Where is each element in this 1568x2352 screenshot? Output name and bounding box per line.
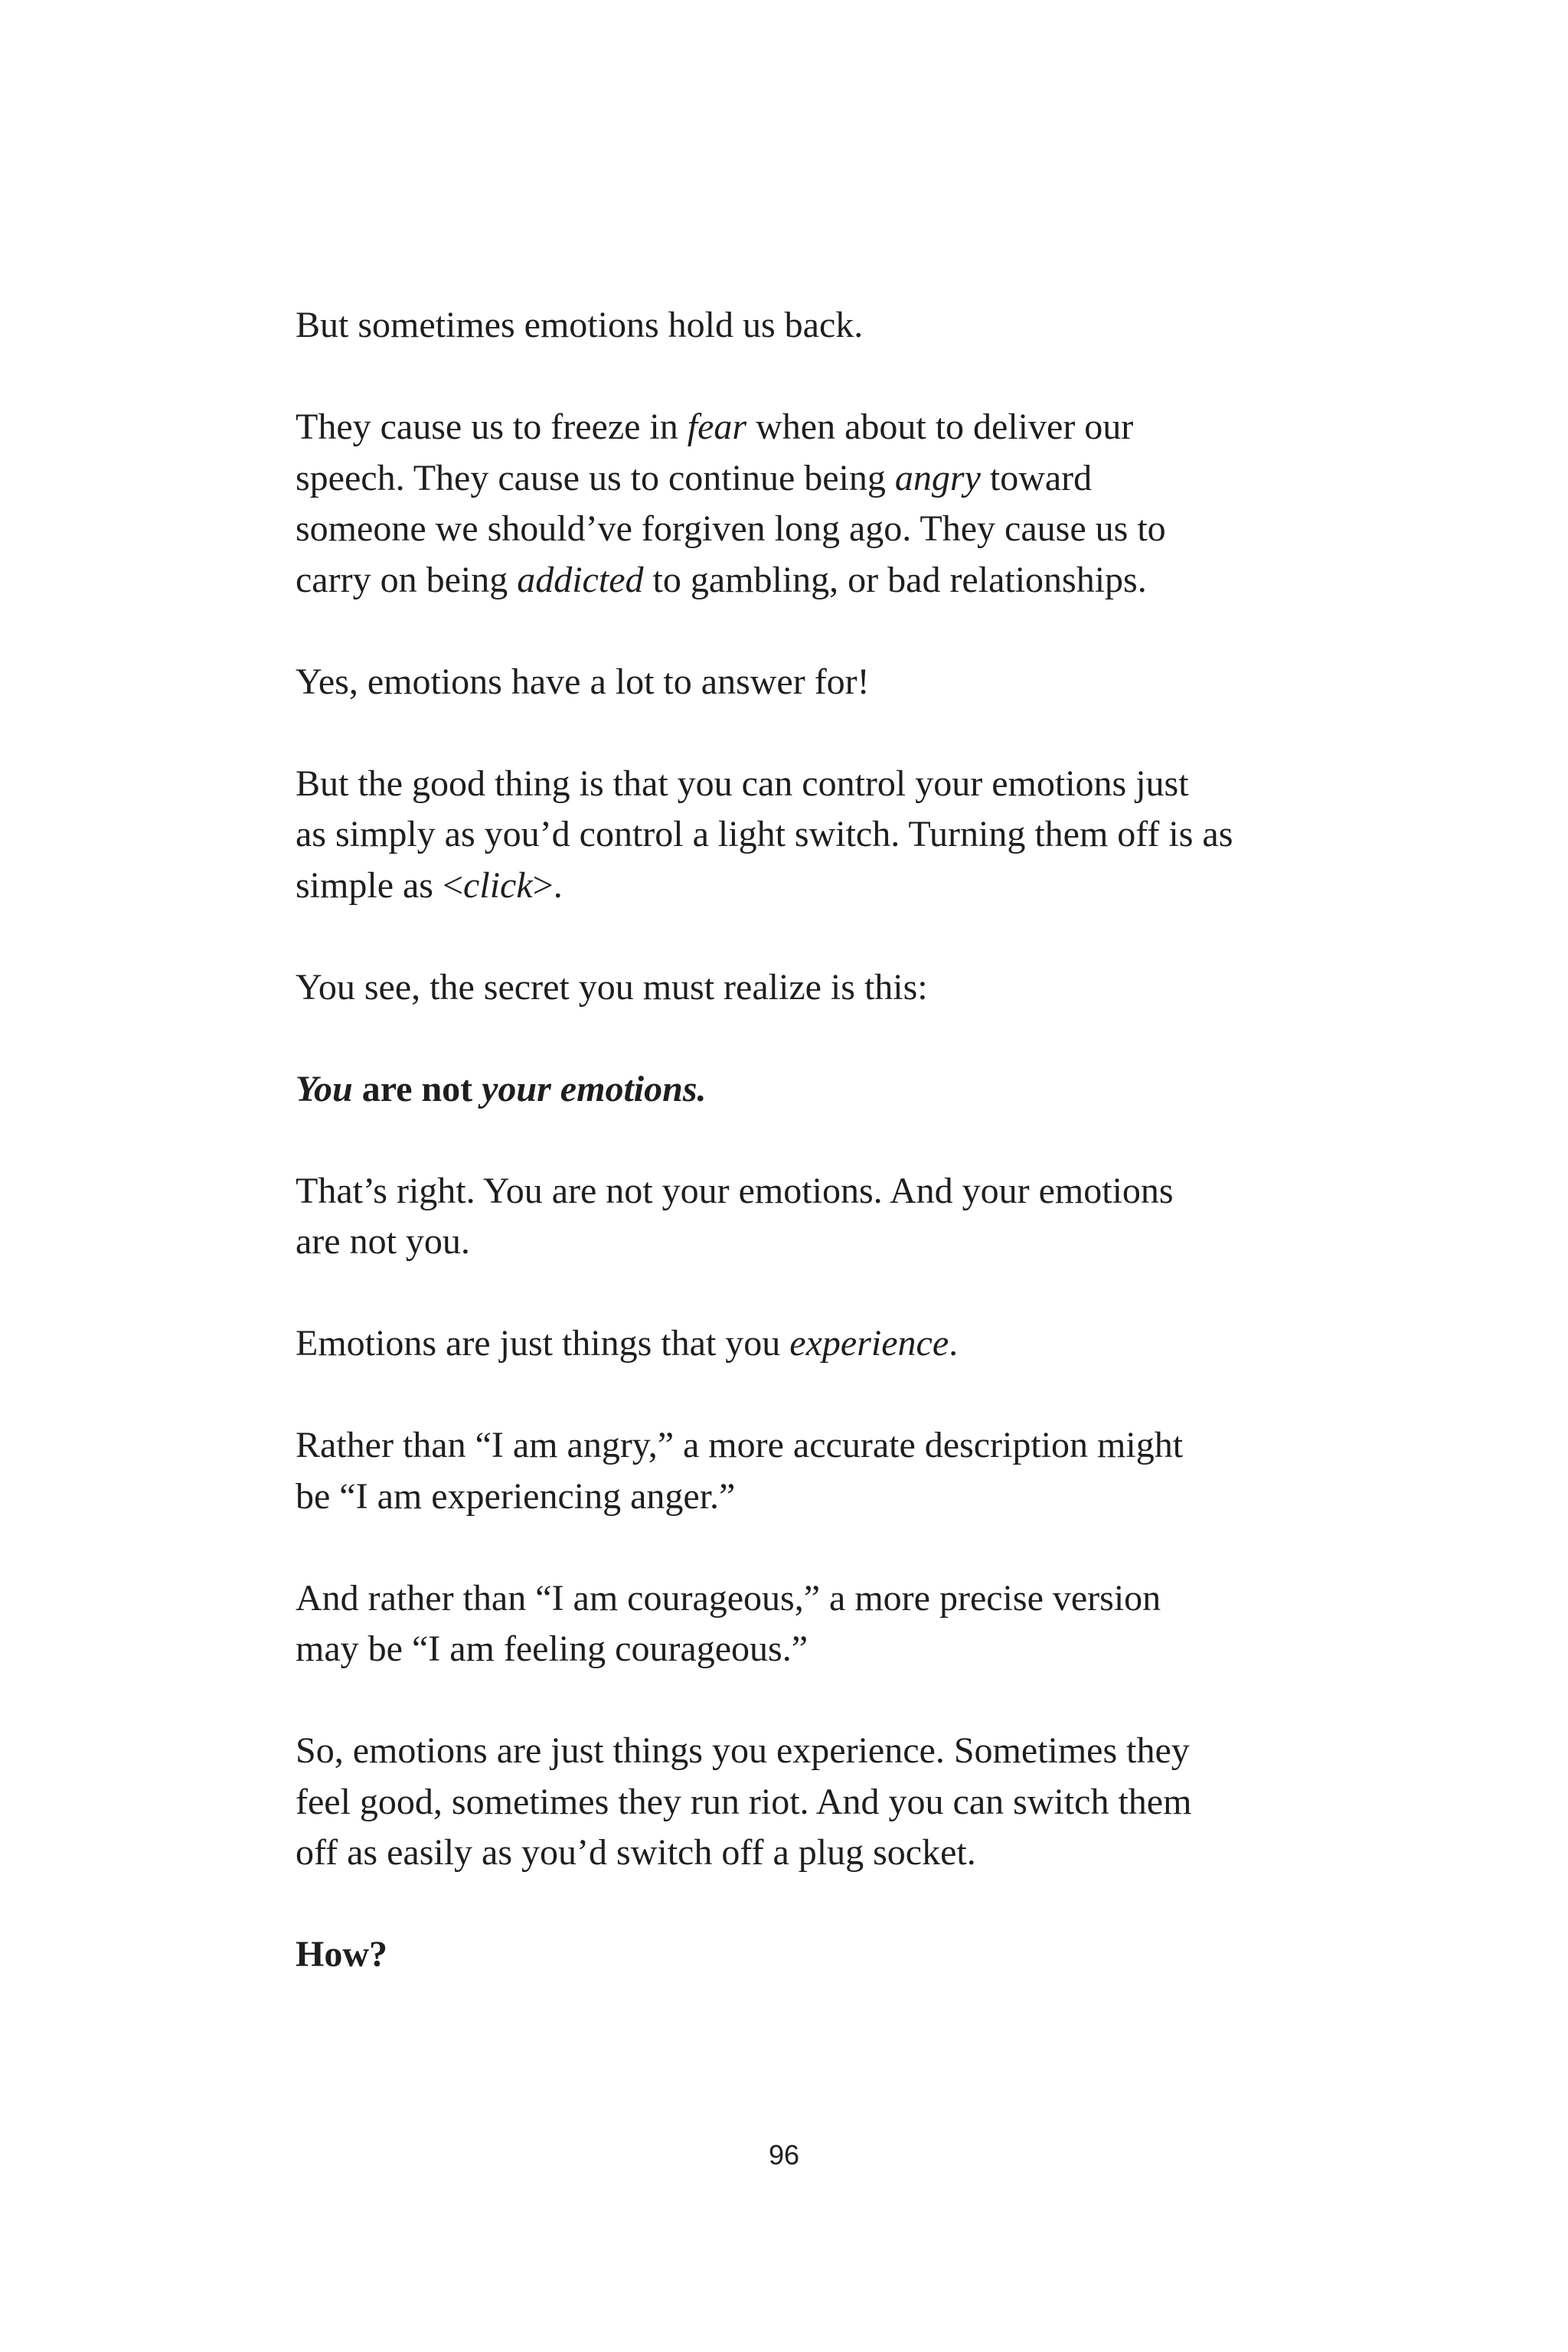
text-run: your emotions. bbox=[482, 1068, 707, 1109]
paragraph bbox=[296, 402, 1291, 606]
text-line bbox=[296, 504, 1291, 555]
text-line bbox=[296, 809, 1291, 861]
text-run: be “I am experiencing anger.” bbox=[296, 1475, 736, 1517]
text-run: So, emotions are just things you experience. Sometimes they bbox=[296, 1730, 1190, 1771]
text-line bbox=[296, 1472, 1291, 1523]
text-line bbox=[296, 1217, 1291, 1268]
text-line bbox=[296, 1166, 1291, 1217]
text-run: someone we should’ve forgiven long ago. They cause us to bbox=[296, 508, 1166, 549]
page-number: 96 bbox=[768, 2139, 800, 2171]
text-run: experience bbox=[789, 1323, 949, 1364]
text-run: are not you. bbox=[296, 1221, 470, 1262]
text-run: click bbox=[463, 864, 533, 906]
paragraph bbox=[296, 1064, 1291, 1116]
text-run: as simply as you’d control a light switch. Turning them off is as bbox=[296, 814, 1233, 854]
paragraph bbox=[296, 1573, 1291, 1675]
text-line bbox=[296, 1929, 1291, 1981]
text-line bbox=[296, 962, 1291, 1014]
text-run: You see, the secret you must realize is this: bbox=[296, 966, 928, 1008]
text-run: may be “I am feeling courageous.” bbox=[296, 1628, 808, 1669]
text-run: addicted bbox=[517, 559, 644, 600]
paragraph bbox=[296, 300, 1291, 351]
text-line bbox=[296, 1573, 1291, 1625]
text-run: . bbox=[949, 1323, 959, 1364]
text-line bbox=[296, 1726, 1291, 1777]
text-run: And rather than “I am courageous,” a more precise version bbox=[296, 1577, 1161, 1619]
text-run: You bbox=[296, 1068, 353, 1109]
paragraph bbox=[296, 1929, 1291, 1981]
text-line bbox=[296, 1318, 1291, 1370]
text-run: when about to deliver our bbox=[746, 407, 1134, 447]
text-run: simple as < bbox=[296, 864, 464, 906]
paragraph bbox=[296, 759, 1291, 912]
text-line bbox=[296, 1777, 1291, 1828]
text-run: But sometimes emotions hold us back. bbox=[296, 305, 864, 345]
text-line bbox=[296, 300, 1291, 351]
text-run: Yes, emotions have a lot to answer for! bbox=[296, 661, 870, 702]
text-run: toward bbox=[980, 457, 1093, 498]
text-run: Emotions are just things that you bbox=[296, 1323, 790, 1364]
text-line bbox=[296, 555, 1291, 606]
text-run: >. bbox=[532, 864, 563, 906]
body-text bbox=[296, 300, 1291, 2031]
text-line bbox=[296, 861, 1291, 912]
text-line bbox=[296, 1420, 1291, 1472]
text-run: speech. They cause us to continue being bbox=[296, 457, 895, 498]
text-run: feel good, sometimes they run riot. And you can switch them bbox=[296, 1781, 1192, 1822]
text-run: carry on being bbox=[296, 559, 518, 600]
text-run: off as easily as you’d switch off a plug socket. bbox=[296, 1832, 976, 1873]
text-run: They cause us to freeze in bbox=[296, 407, 688, 447]
text-run: are not bbox=[352, 1068, 482, 1109]
paragraph bbox=[296, 1166, 1291, 1268]
text-line bbox=[296, 1064, 1291, 1116]
text-run: But the good thing is that you can control your emotions just bbox=[296, 763, 1189, 804]
paragraph bbox=[296, 1318, 1291, 1370]
text-run: That’s right. You are not your emotions. And your emotions bbox=[296, 1170, 1174, 1211]
text-line bbox=[296, 759, 1291, 810]
paragraph bbox=[296, 1726, 1291, 1879]
text-run: angry bbox=[894, 457, 981, 498]
text-run: Rather than “I am angry,” a more accurate description might bbox=[296, 1425, 1184, 1465]
text-line bbox=[296, 453, 1291, 505]
paragraph bbox=[296, 962, 1291, 1014]
paragraph bbox=[296, 657, 1291, 708]
text-line bbox=[296, 402, 1291, 453]
text-line bbox=[296, 657, 1291, 708]
text-line bbox=[296, 1828, 1291, 1879]
paragraph bbox=[296, 1420, 1291, 1522]
text-run: to gambling, or bad relationships. bbox=[643, 559, 1147, 600]
text-line bbox=[296, 1624, 1291, 1675]
text-run: fear bbox=[687, 407, 747, 447]
text-run: How? bbox=[296, 1934, 387, 1975]
